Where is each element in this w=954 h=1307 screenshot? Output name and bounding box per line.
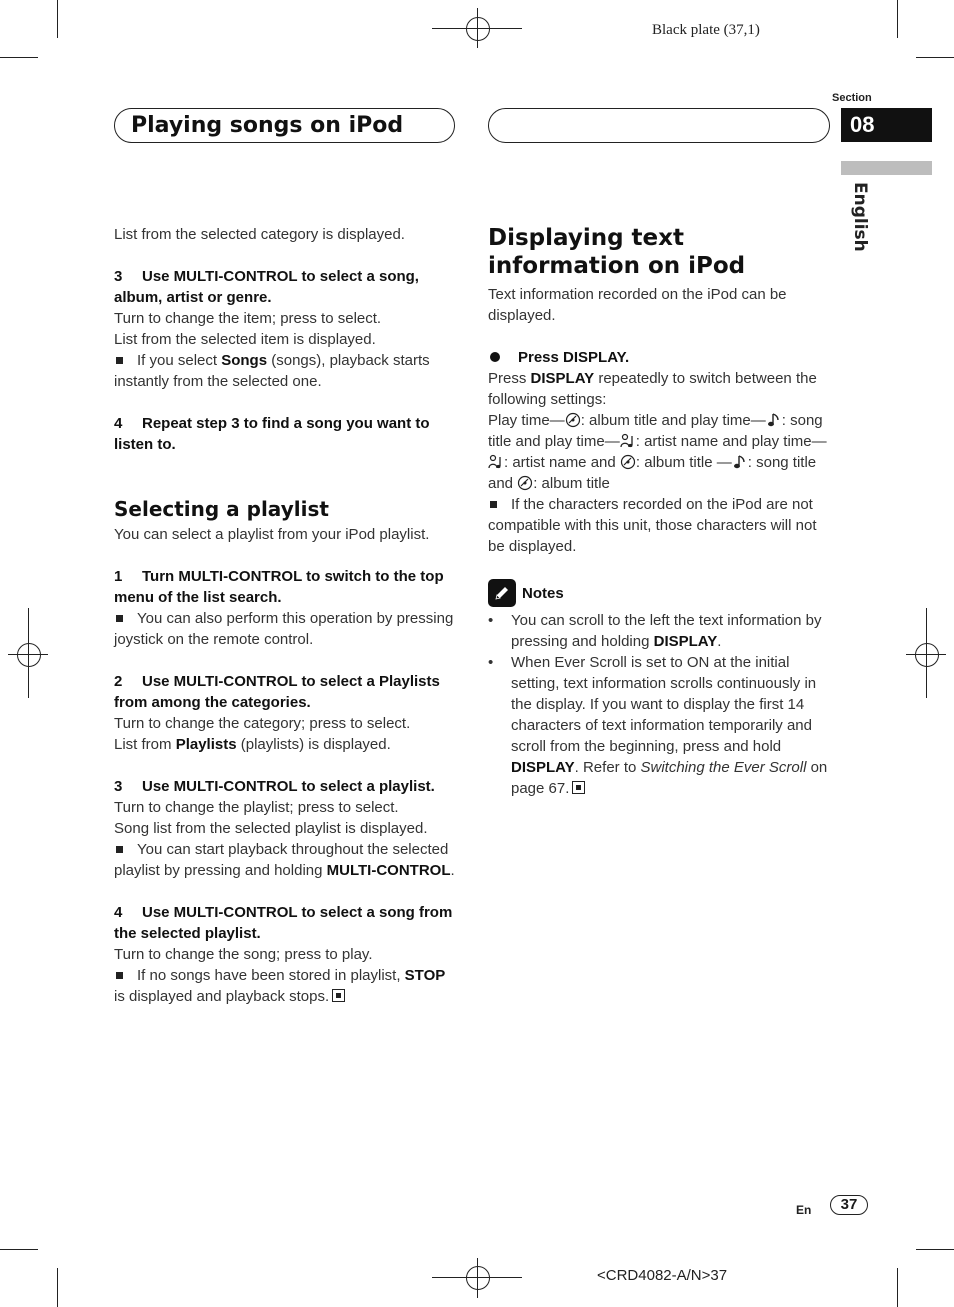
square-bullet-icon	[116, 615, 123, 622]
display-intro: Text information recorded on the iPod can be displayed.	[488, 286, 787, 324]
step-3-line1: Turn to change the item; press to select.	[114, 310, 382, 327]
playlist-step-2-line2: List from Playlists (playlists) is displayed.	[114, 736, 391, 753]
step-3-note: If you select Songs (songs), playback starts instantly from the selected one.	[114, 352, 430, 390]
crop-mark	[916, 57, 954, 58]
square-bullet-icon	[490, 501, 497, 508]
crop-mark	[57, 1268, 58, 1307]
playlist-step-1-title: 1 Turn MULTI-CONTROL to switch to the top menu of the list search.	[114, 568, 444, 606]
section-grey-bar	[841, 161, 932, 175]
registration-circle	[466, 1266, 490, 1290]
display-sequence: Play time— : album title and play time— : song title and play time— : artist name and play time—: artist name and : album title — : song title and : album title	[488, 412, 827, 492]
square-bullet-icon	[116, 357, 123, 364]
playlist-step-4-line1: Turn to change the song; press to play.	[114, 946, 373, 963]
disc-icon	[620, 454, 636, 470]
press-display-step: Press DISPLAY.	[488, 347, 830, 368]
note-item: • You can scroll to the left the text information by pressing and holding DISPLAY.	[488, 610, 830, 652]
playlist-step-3-note: You can start playback throughout the selected playlist by pressing and holding MULTI-CONTROL.	[114, 841, 455, 879]
notes-header	[488, 578, 830, 608]
registration-circle	[915, 643, 939, 667]
section-number	[841, 108, 932, 142]
footer-language: En	[796, 1203, 812, 1217]
crop-mark	[0, 57, 38, 58]
crop-mark	[897, 1268, 898, 1307]
registration-circle	[466, 17, 490, 41]
playlist-step-1-note: You can also perform this operation by pressing joystick on the remote control.	[114, 610, 454, 648]
plate-label: Black plate (37,1)	[652, 22, 760, 38]
round-bullet-icon	[490, 352, 500, 362]
crop-mark	[916, 1249, 954, 1250]
square-bullet-icon	[116, 972, 123, 979]
press-display-line: Press DISPLAY repeatedly to switch between the following settings:	[488, 370, 817, 408]
step-3-line2: List from the selected item is displayed.	[114, 331, 376, 348]
square-bullet-icon	[116, 846, 123, 853]
display-heading: Displaying text information on iPod	[488, 225, 746, 279]
crop-mark	[57, 0, 58, 38]
music-note-icon	[732, 454, 748, 470]
left-column	[114, 224, 459, 1007]
chapter-title-pill	[114, 108, 455, 143]
section-number-text: 08	[850, 112, 875, 137]
playlist-step-3-line1: Turn to change the playlist; press to select.	[114, 799, 399, 816]
playlist-step-2-line1: Turn to change the category; press to select.	[114, 715, 411, 732]
language-tab: English	[850, 182, 870, 252]
artist-icon	[488, 454, 504, 470]
playlist-step-2-title: 2 Use MULTI-CONTROL to select a Playlists from among the categories.	[114, 673, 440, 711]
music-note-icon	[766, 412, 782, 428]
empty-title-pill	[488, 108, 830, 143]
end-mark-icon	[572, 781, 585, 794]
notes-list	[488, 610, 830, 799]
playlist-intro: You can select a playlist from your iPod playlist.	[114, 526, 430, 543]
intro-text: List from the selected category is displayed.	[114, 226, 405, 243]
section-label: Section	[832, 92, 872, 104]
step-3-title: 3 Use MULTI-CONTROL to select a song, album, artist or genre.	[114, 268, 419, 306]
crop-mark	[897, 0, 898, 38]
crop-mark	[0, 1249, 38, 1250]
playlist-step-3-line2: Song list from the selected playlist is displayed.	[114, 820, 428, 837]
notes-title: Notes	[522, 584, 564, 602]
step-4-title: 4 Repeat step 3 to find a song you want to listen to.	[114, 415, 430, 453]
right-column	[488, 224, 830, 799]
registration-circle	[17, 643, 41, 667]
pencil-icon	[488, 579, 516, 607]
document-code: <CRD4082-A/N>37	[597, 1267, 728, 1284]
chars-note: If the characters recorded on the iPod are not compatible with this unit, those characters will not be displayed.	[488, 496, 817, 555]
playlist-heading: Selecting a playlist	[114, 497, 329, 521]
playlist-step-4-note: If no songs have been stored in playlist, STOP is displayed and playback stops.	[114, 967, 446, 1005]
disc-icon	[565, 412, 581, 428]
playlist-step-3-title: 3 Use MULTI-CONTROL to select a playlist.	[114, 778, 435, 795]
disc-icon	[517, 475, 533, 491]
end-mark-icon	[332, 989, 345, 1002]
note-item: • When Ever Scroll is set to ON at the initial setting, text information scrolls continuously in the display. If you want to display the first 14 characters of text information temporarily and scroll from the beginning, press and hold DISPLAY. Refer to Switching the Ever Scroll on page 67.	[488, 652, 830, 799]
artist-icon	[620, 433, 636, 449]
playlist-step-4-title: 4 Use MULTI-CONTROL to select a song from the selected playlist.	[114, 904, 453, 942]
chapter-title: Playing songs on iPod	[131, 113, 404, 138]
page-number: 37	[830, 1195, 868, 1215]
